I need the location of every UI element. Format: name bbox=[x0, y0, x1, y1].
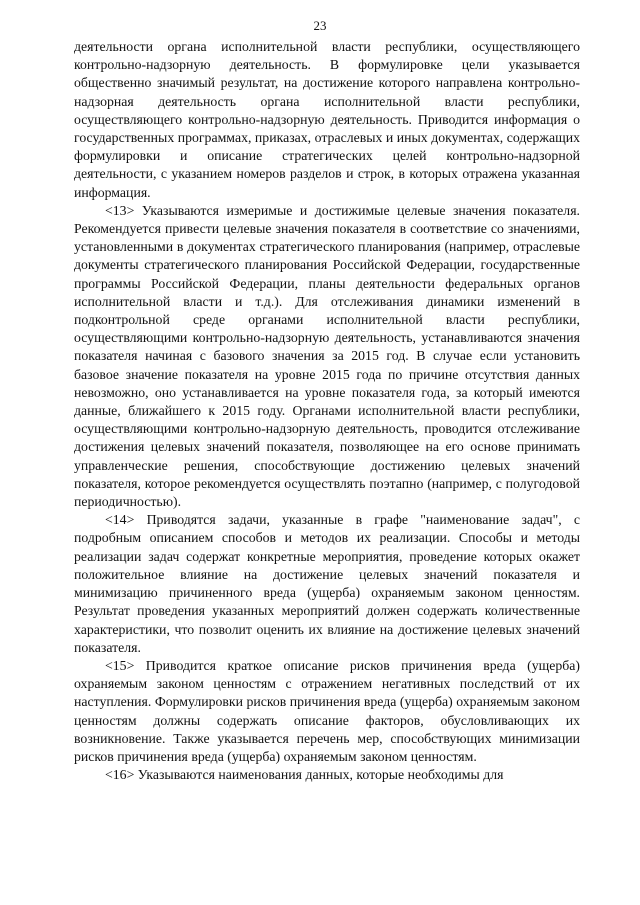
footnote-16: <16> Указываются наименования данных, которые необходимы для bbox=[105, 767, 504, 783]
page-number: 23 bbox=[313, 18, 327, 33]
document-body bbox=[74, 38, 580, 784]
footnote-15: <15> Приводится краткое описание рисков причинения вреда (ущерба) охраняемым законом ценностям с отражением негативных последствий от их наступления. Формулировки рисков причинения вреда (ущерба) охраняемым законом ценностям должны содержать описание факторов, обусловливающих их возникновение. Также указывается перечень мер, способствующих минимизации рисков причинения вреда (ущерба) охраняемым законом ценностям. bbox=[74, 657, 580, 764]
paragraph-continuation: деятельности органа исполнительной власти республики, осуществляющего контрольно-надзорную деятельность. В формулировке цели указывается общественно значимый результат, на достижение которого направлена контрольно-надзорная деятельность органа исполнительной власти республики, осуществляющего контрольно-надзорную деятельность. Приводится информация о государственных программах, приказах, отраслевых и иных документах, содержащих формулировки и описание стратегических целей контрольно-надзорной деятельности, с указанием номеров разделов и строк, в которых отражена указанная информация. bbox=[74, 39, 580, 200]
footnote-14: <14> Приводятся задачи, указанные в графе "наименование задач", с подробным описанием способов и методов их реализации. Способы и методы реализации задач содержат конкретные мероприятия, проведение которых окажет положительное влияние на достижение целевых значений показателя и минимизацию причиненного вреда (ущерба) охраняемым законом ценностям. Результат проведения указанных мероприятий должен содержать количественные характеристики, что позволит оценить их влияние на достижение целевых значений показателя. bbox=[74, 512, 580, 655]
footnote-13: <13> Указываются измеримые и достижимые целевые значения показателя. Рекомендуется привести целевые значения показателя в соответствие со значениями, установленными в документах стратегического планирования (например, отраслевые документы стратегического планирования Российской Федерации, государственные программы Российской Федерации, планы деятельности федеральных органов исполнительной власти и т.д.). Для отслеживания динамики изменений в подконтрольной среде органами исполнительной власти республики, осуществляющими контрольно-надзорную деятельность, устанавливаются значения показателя начиная с базового значения за 2015 год. В случае если установить базовое значение показателя на уровне 2015 года по причине отсутствия данных невозможно, оно устанавливается на уровне показателя года, за который имеются данные, ближайшего к 2015 году. Органами исполнительной власти республики, осуществляющими контрольно-надзорную деятельность, проводится отслеживание достижения целевых значений показателя, позволяющее на его основе принимать управленческие решения, способствующие достижению целевых значений показателя, которое рекомендуется осуществлять поэтапно (например, с полугодовой периодичностью). bbox=[74, 202, 580, 510]
